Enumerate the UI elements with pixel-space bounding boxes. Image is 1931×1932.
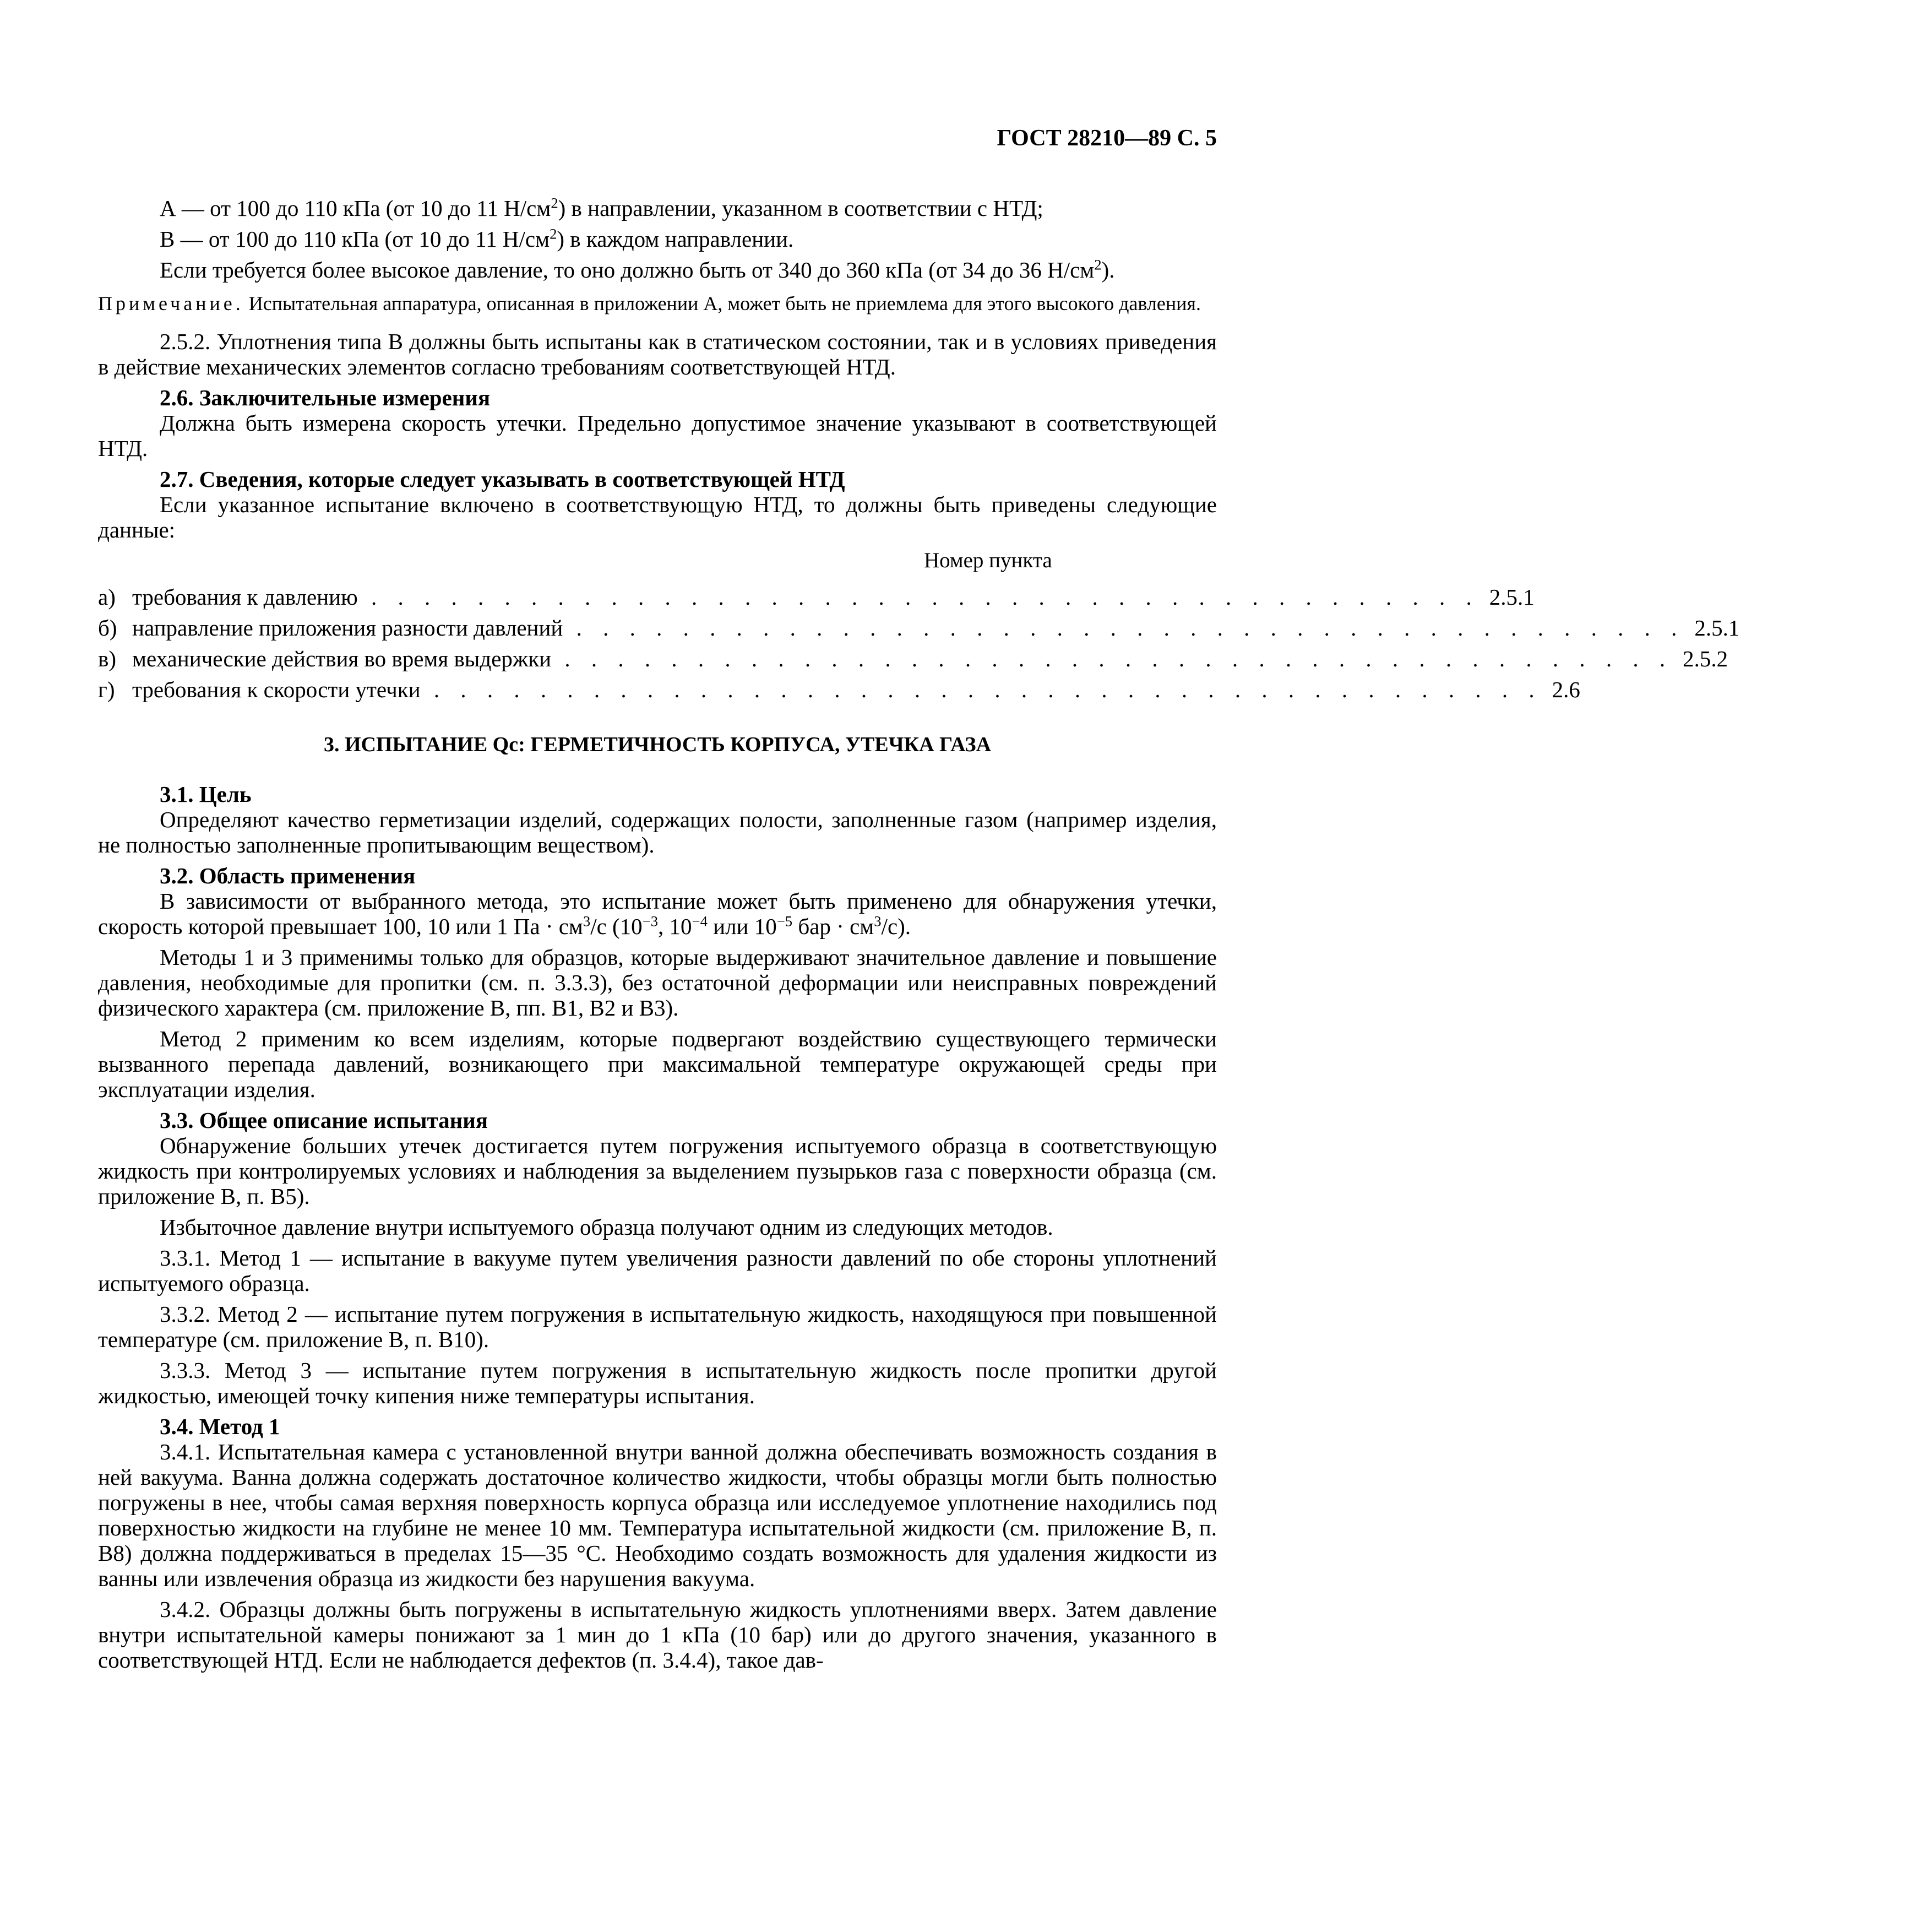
heading-3-4: 3.4. Метод 1 — [160, 1414, 280, 1439]
paragraph-2-7: Если указанное испытание включено в соответствующую НТД, то должны быть приведены следующие данные: — [98, 492, 1217, 542]
paragraph-2-6: Должна быть измерена скорость утечки. Предельно допустимое значение указывают в соответствующей НТД. — [98, 410, 1217, 461]
paragraph-3-2-a: В зависимости от выбранного метода, это испытание может быть применено для обнаружения утечки, скорость которой превышает 100, 10 или 1 Па · $см^3/с$ ($10^{-3}$, $10^{-4}$ или $10^{-5}$ бар · $см^3/с$). — [98, 888, 1217, 939]
note-text: Испытательная аппаратура, описанная в приложении А, может быть не приемлема для этого высокого давления. — [243, 292, 1201, 314]
heading-3-3: 3.3. Общее описание испытания — [160, 1108, 488, 1133]
paragraph-2-5-2: 2.5.2. Уплотнения типа В должны быть испытаны как в статическом состоянии, так и в условиях приведения в действие механических элементов согласно требованиям соответствующей НТД. — [98, 329, 1217, 379]
list-item: в) механические действия во время выдержки . . . . . . . . . . . . . . . . . . . . . . . . . . . . . . . . . . . . . . . . . . 2.5.2 — [98, 646, 1728, 671]
list-item: а) требования к давлению . . . . . . . . . . . . . . . . . . . . . . . . . . . . . . . . . . . . . . . . . . 2.5.1 — [98, 584, 1535, 610]
list-item: г) требования к скорости утечки . . . . . . . . . . . . . . . . . . . . . . . . . . . . . . . . . . . . . . . . . . 2.6 — [98, 677, 1580, 702]
leader-dots: . . . . . . . . . . . . . . . . . . . . . . . . . . . . . . . . . . . . . . . . . . — [551, 646, 1673, 671]
heading-2-7: 2.7. Сведения, которые следует указывать в соответствующей НТД — [160, 466, 845, 492]
paragraph-3-2-c: Метод 2 применим ко всем изделиям, которые подвергают воздействию существующего термически вызванного перепада давлений, возникающего при максимальной температуре окружающей среды при эксплуатации изделия. — [98, 1026, 1217, 1102]
paragraph-high-pressure: Если требуется более высокое давление, то оно должно быть от 340 до 360 кПа (от 34 до 36 $Н/см^2$). — [160, 256, 1115, 283]
paragraph-a: А — от 100 до 110 кПа (от 10 до 11 $Н/см^2$) в направлении, указанном в соответствии с НТД; — [160, 194, 1043, 221]
requirements-list — [98, 584, 1740, 708]
document-body — [98, 194, 1740, 1678]
leader-dots: . . . . . . . . . . . . . . . . . . . . . . . . . . . . . . . . . . . . . . . . . . — [563, 615, 1685, 641]
list-item: б) направление приложения разности давлений . . . . . . . . . . . . . . . . . . . . . . . . . . . . . . . . . . . . . . . . . . 2.5.1 — [98, 615, 1740, 641]
note-label: Примечание. — [98, 292, 244, 314]
chapter-3-title: 3. ИСПЫТАНИЕ Qc: ГЕРМЕТИЧНОСТЬ КОРПУСА, УТЕЧКА ГАЗА — [323, 733, 992, 756]
heading-3-1: 3.1. Цель — [160, 782, 252, 807]
paragraph-3-4-1: 3.4.1. Испытательная камера с установленной внутри ванной должна обеспечивать возможность создания в ней вакуума. Ванна должна содержать достаточное количество жидкости, чтобы образцы могли быть полностью погружены в нее, чтобы самая верхняя поверхность корпуса образца или исследуемое уплотнение находились под поверхностью жидкости на глубине не менее 10 мм. Температура испытательной жидкости (см. приложение В, п. В8) должна поддерживаться в пределах 15—35 °С. Необходимо создать возможность для удаления жидкости из ванны или извлечения образца из жидкости без нарушения вакуума. — [98, 1439, 1217, 1591]
list-number-header: Номер пункта — [924, 549, 1052, 572]
note — [98, 292, 1217, 314]
paragraph-3-3-1: 3.3.1. Метод 1 — испытание в вакууме путем увеличения разности давлений по обе стороны уплотнений испытуемого образца. — [98, 1245, 1217, 1296]
paragraph-3-3-2: 3.3.2. Метод 2 — испытание путем погружения в испытательную жидкость, находящуюся при повышенной температуре (см. приложение В, п. В10). — [98, 1301, 1217, 1352]
leader-dots: . . . . . . . . . . . . . . . . . . . . . . . . . . . . . . . . . . . . . . . . . . — [357, 584, 1479, 610]
paragraph-3-2-b: Методы 1 и 3 применимы только для образцов, которые выдерживают значительное давление и повышение давления, необходимые для пропитки (см. п. 3.3.3), без остаточной деформации или неисправных повреждений физического характера (см. приложение В, пп. В1, В2 и В3). — [98, 945, 1217, 1021]
leader-dots: . . . . . . . . . . . . . . . . . . . . . . . . . . . . . . . . . . . . . . . . . . — [420, 677, 1542, 702]
paragraph-b: В — от 100 до 110 кПа (от 10 до 11 $Н/см^2$) в каждом направлении. — [160, 225, 794, 252]
heading-3-2: 3.2. Область применения — [160, 863, 416, 888]
heading-2-6: 2.6. Заключительные измерения — [160, 385, 491, 410]
paragraph-3-1: Определяют качество герметизации изделий, содержащих полости, заполненные газом (например изделия, не полностью заполненные пропитывающим веществом). — [98, 807, 1217, 858]
paragraph-3-3-3: 3.3.3. Метод 3 — испытание путем погружения в испытательную жидкость после пропитки другой жидкостью, имеющей точку кипения ниже температуры испытания. — [98, 1358, 1217, 1408]
paragraph-3-3-a: Обнаружение больших утечек достигается путем погружения испытуемого образца в соответствующую жидкость при контролируемых условиях и наблюдения за выделением пузырьков газа с поверхности образца (см. приложение В, п. В5). — [98, 1133, 1217, 1209]
paragraph-3-3-b: Избыточное давление внутри испытуемого образца получают одним из следующих методов. — [160, 1214, 1053, 1240]
paragraph-3-4-2: 3.4.2. Образцы должны быть погружены в испытательную жидкость уплотнениями вверх. Затем давление внутри испытательной камеры понижают за 1 мин до 1 кПа (10 бар) или до другого значения, указанного в соответствующей НТД. Если не наблюдается дефектов (п. 3.4.4), такое дав- — [98, 1597, 1217, 1673]
page-header: ГОСТ 28210—89 С. 5 — [997, 126, 1217, 151]
